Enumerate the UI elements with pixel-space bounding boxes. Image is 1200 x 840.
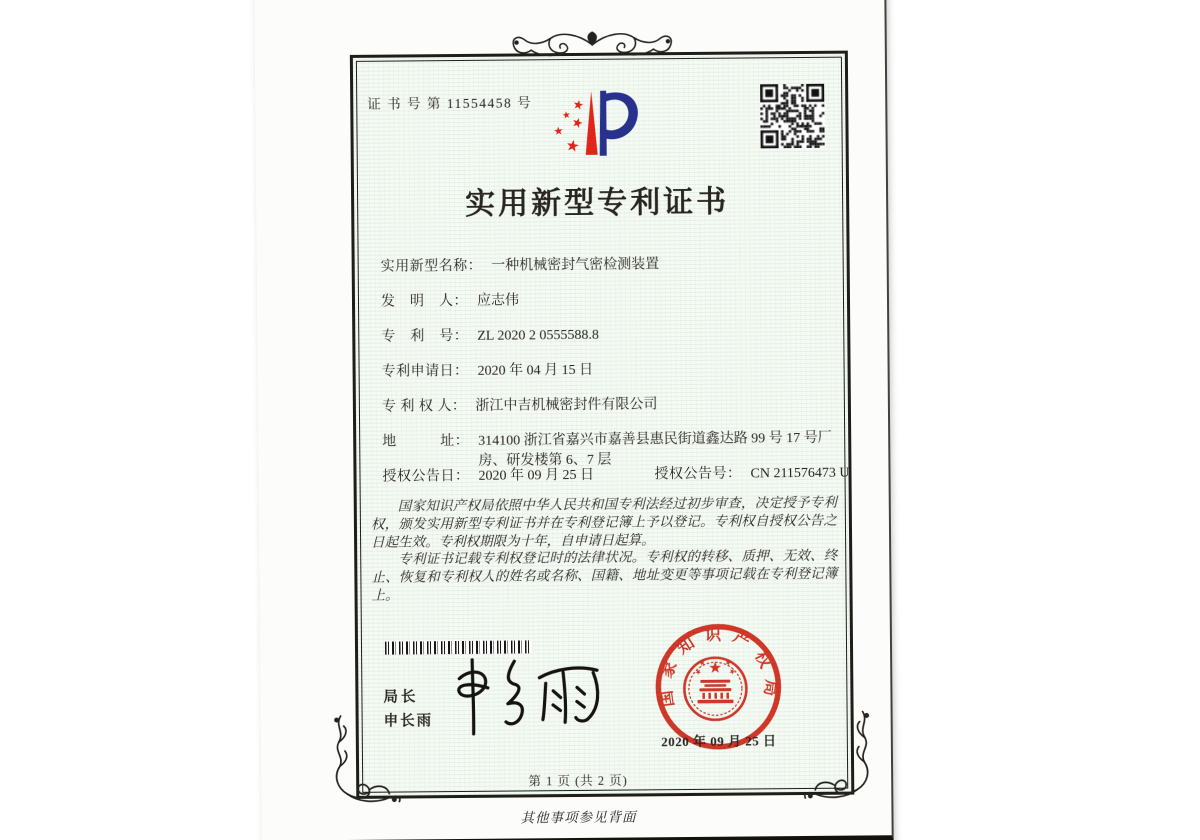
legal-paragraph-1: 国家知识产权局依照中华人民共和国专利法经过初步审查，决定授予专利权，颁发实用新型专利证书并在专利登记簿上予以登记。专利权自授权公告之日起生效。专利权期限为十年，自申请日起算。 [370, 494, 837, 550]
top-scroll-ornament [510, 28, 675, 61]
field-row-patentee [382, 394, 852, 418]
field-value: 应志伟 [476, 293, 520, 309]
legal-paragraph-2: 专利证书记载专利权登记时的法律状况。专利权的转移、质押、无效、终止、恢复和专利权人的姓名或名称、国籍、地址变更等事项记载在专利登记簿上。 [371, 548, 838, 603]
grant-date-label: 授权公告日： [382, 468, 470, 485]
ornament-ghost [554, 0, 694, 6]
field-row-grant [382, 464, 852, 488]
field-list [381, 254, 853, 503]
field-label: 专 利 权 人： [381, 398, 467, 415]
field-row-patent-no [381, 324, 851, 348]
certificate-number: 证 书 号 第 11554458 号 [367, 95, 533, 112]
certificate-title: 实用新型专利证书 [465, 185, 730, 221]
field-value: ZL 2020 2 0555588.8 [477, 327, 599, 344]
field-label: 专 利 号： [381, 328, 469, 345]
field-label: 专利申请日： [381, 363, 469, 380]
corner-ornament-right [801, 709, 874, 802]
grant-date-value: 2020 年 09 月 25 日 [478, 467, 595, 484]
legal-text [371, 494, 838, 605]
field-row-filing-date [382, 359, 852, 383]
back-side-note: 其他事项参见背面 [520, 809, 637, 826]
qr-code [760, 84, 825, 149]
field-value: 浙江中吉机械密封件有限公司 [475, 397, 658, 414]
national-emblem [684, 658, 747, 721]
field-label: 实用新型名称： [380, 258, 483, 275]
field-value: 一种机械密封气密检测装置 [491, 257, 660, 274]
field-label: 发 明 人： [380, 293, 469, 310]
field-row-inventor [381, 289, 851, 313]
cnipa-logo-icon [542, 87, 643, 160]
field-label: 地 址： [382, 433, 470, 450]
grant-no-label: 授权公告号： [654, 466, 742, 483]
certificate-page [254, 0, 893, 840]
field-row-name [381, 254, 851, 278]
signer-name: 申长雨 [383, 713, 434, 730]
director-signature-icon [442, 645, 617, 745]
seal-ring-text: 国家知识产权局 [655, 624, 782, 709]
field-value: 314100 浙江省嘉兴市嘉善县惠民街道鑫达路 99 号 17 号厂房、研发楼第 6、7 层 [478, 430, 832, 469]
field-value: 2020 年 04 月 15 日 [477, 362, 594, 379]
signer-title: 局长 [383, 689, 419, 706]
grant-no-value: CN 211576473 U [750, 465, 850, 482]
seal-date: 2020 年 09 月 25 日 [661, 733, 777, 750]
page-number: 第 1 页 (共 2 页) [528, 773, 628, 789]
